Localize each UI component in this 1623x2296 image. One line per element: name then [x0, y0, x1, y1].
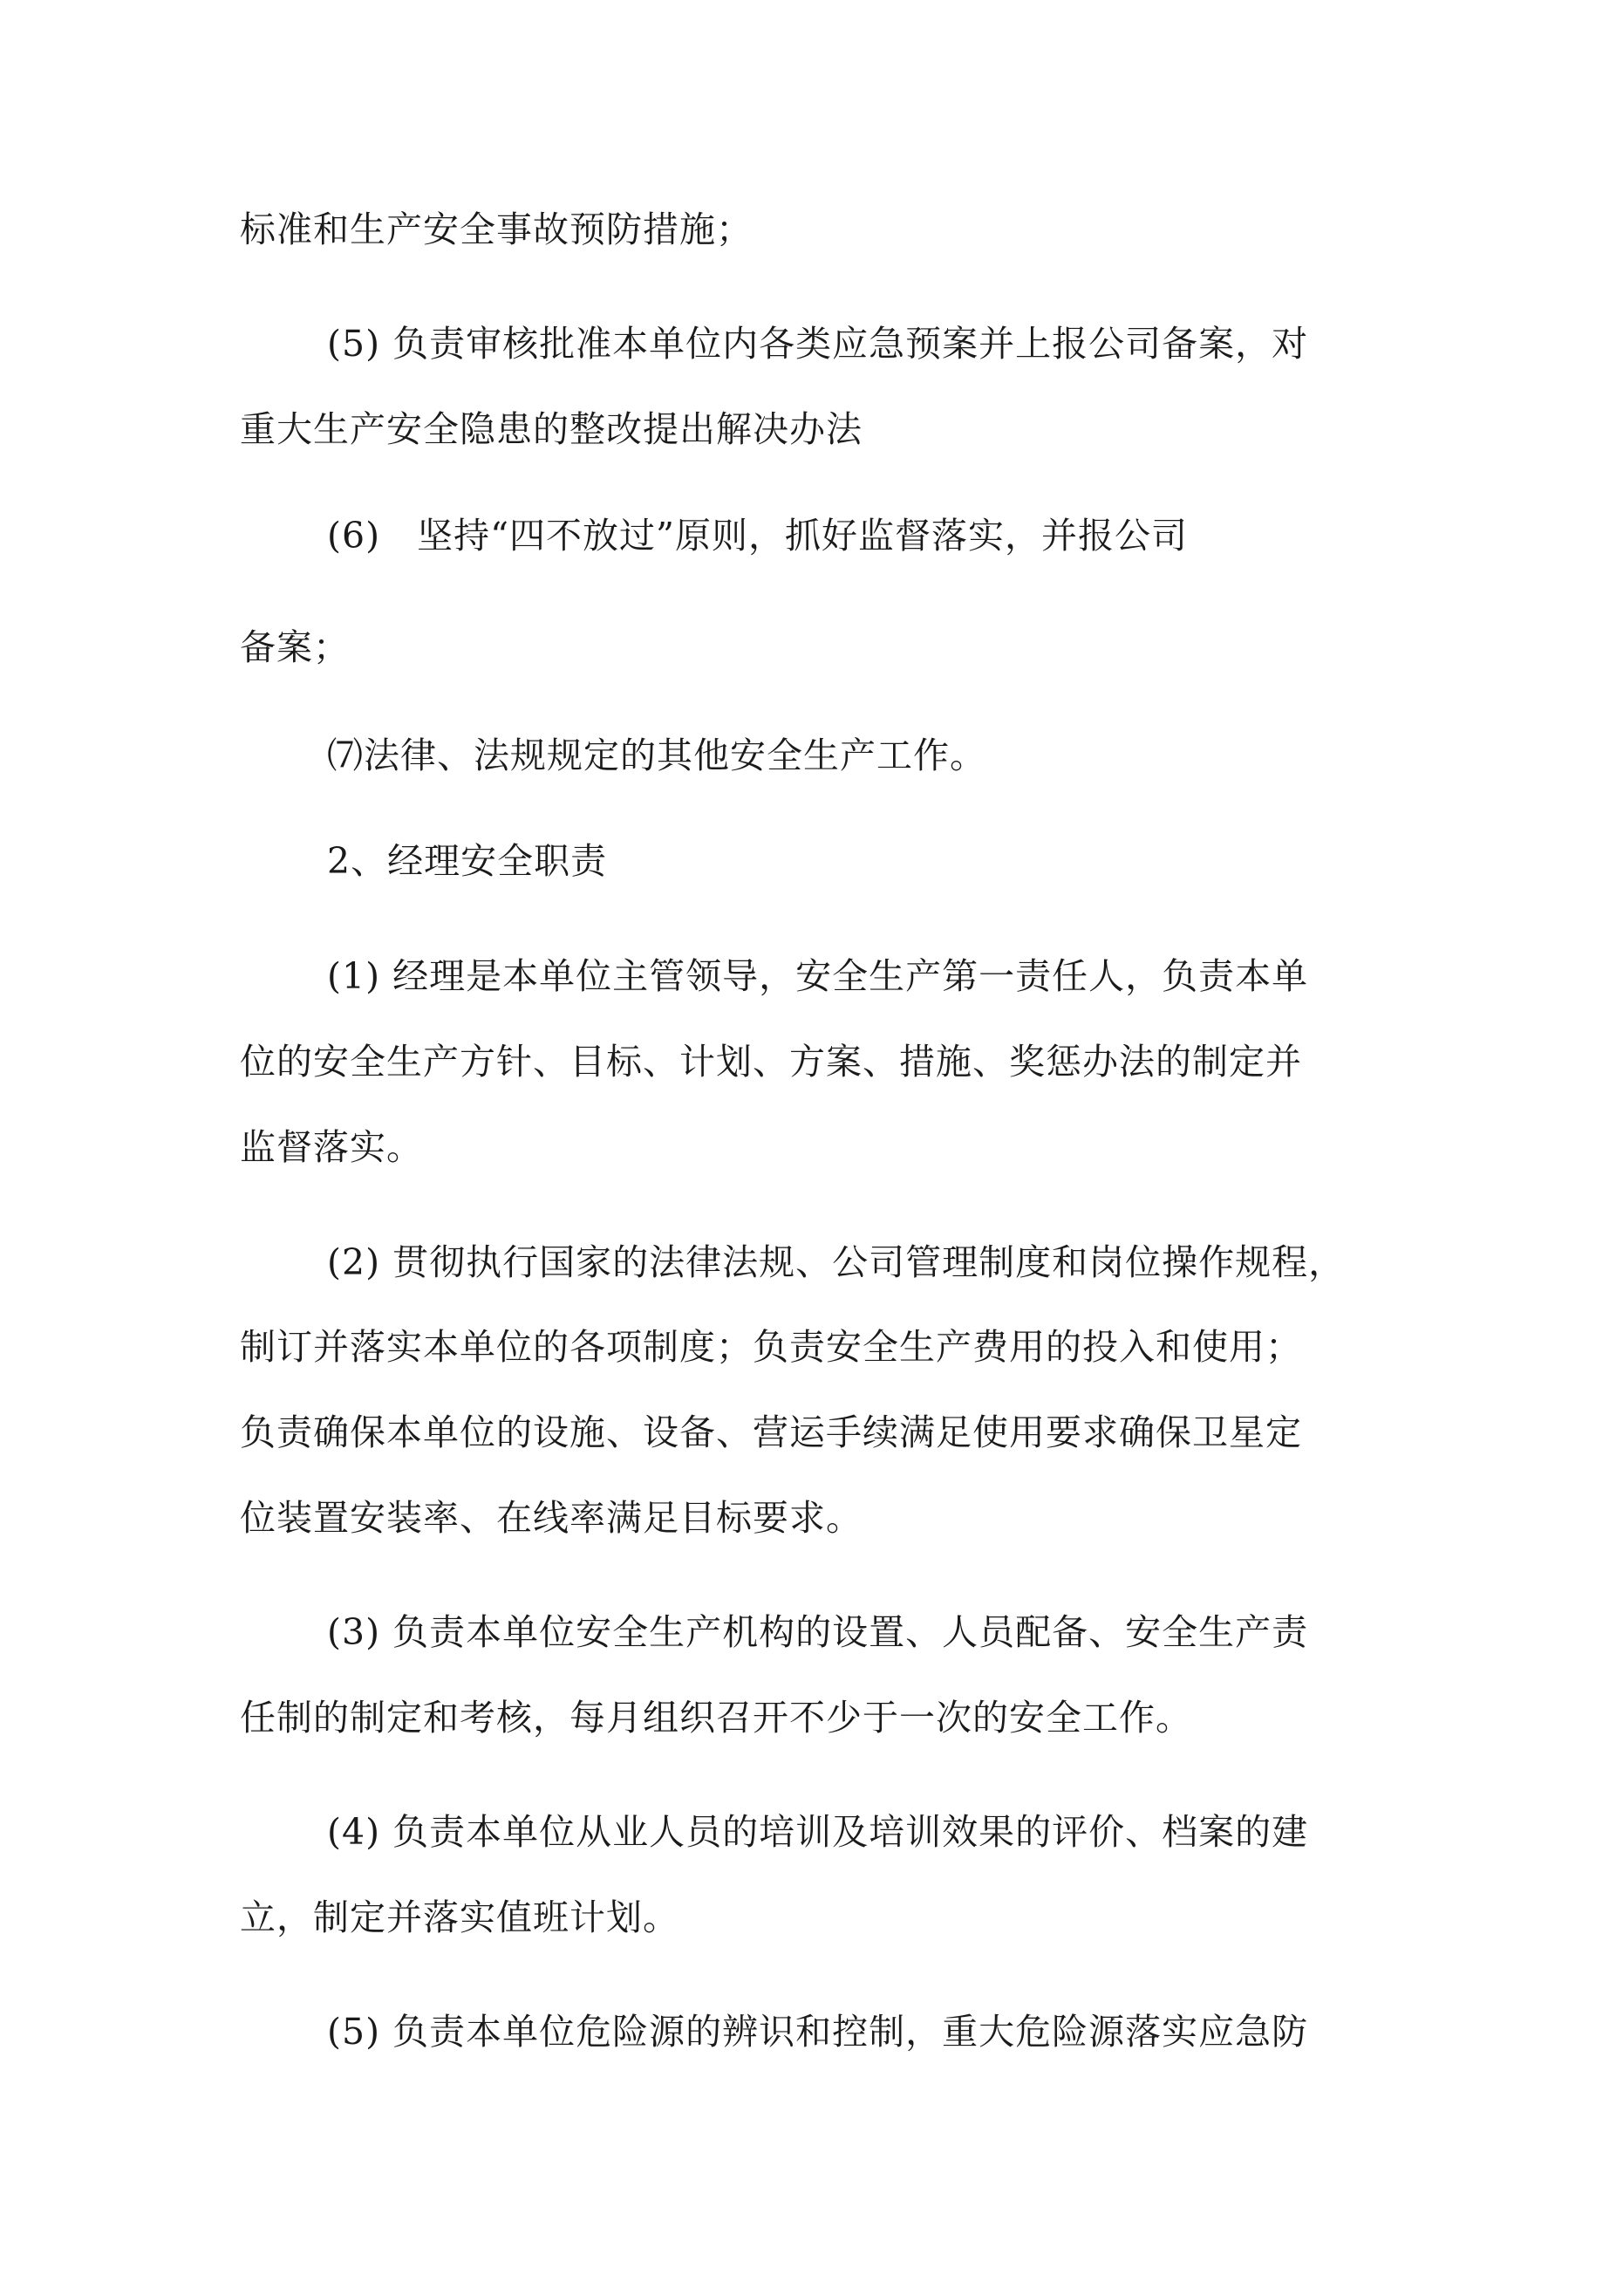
- text-line: 制订并落实本单位的各项制度；负责安全生产费用的投入和使用；: [240, 1326, 1302, 1368]
- section-heading: 2、经理安全职责: [327, 840, 608, 882]
- text-line: 位装置安装率、在线率满足目标要求。: [240, 1497, 863, 1539]
- text-line: 立，制定并落实值班计划。: [240, 1896, 679, 1938]
- text-line: (2) 贯彻执行国家的法律法规、公司管理制度和岗位操作规程，: [327, 1241, 1346, 1283]
- text-line: (5) 负责本单位危险源的辨识和控制，重大危险源落实应急防: [327, 2011, 1309, 2053]
- text-line: 位的安全生产方针、目标、计划、方案、措施、奖惩办法的制定并: [240, 1041, 1302, 1083]
- text-line: 重大生产安全隐患的整改提出解决办法: [240, 408, 863, 450]
- text-line: 标准和生产安全事故预防措施；: [240, 208, 753, 250]
- text-line: (1) 经理是本单位主管领导，安全生产第一责任人，负责本单: [327, 955, 1309, 997]
- text-line: 备案；: [240, 626, 350, 668]
- text-line: 监督落实。: [240, 1126, 423, 1168]
- text-line: 负责确保本单位的设施、设备、营运手续满足使用要求确保卫星定: [240, 1411, 1302, 1453]
- text-line: (3) 负责本单位安全生产机构的设置、人员配备、安全生产责: [327, 1611, 1309, 1653]
- text-line: (4) 负责本单位从业人员的培训及培训效果的评价、档案的建: [327, 1811, 1309, 1853]
- text-line: (5) 负责审核批准本单位内各类应急预案并上报公司备案，对: [327, 323, 1309, 365]
- text-line: (6) 坚持“四不放过”原则，抓好监督落实，并报公司: [327, 515, 1188, 557]
- text-line: 任制的制定和考核，每月组织召开不少于一次的安全工作。: [240, 1697, 1192, 1739]
- text-line: ⑺法律、法规规定的其他安全生产工作。: [327, 735, 986, 776]
